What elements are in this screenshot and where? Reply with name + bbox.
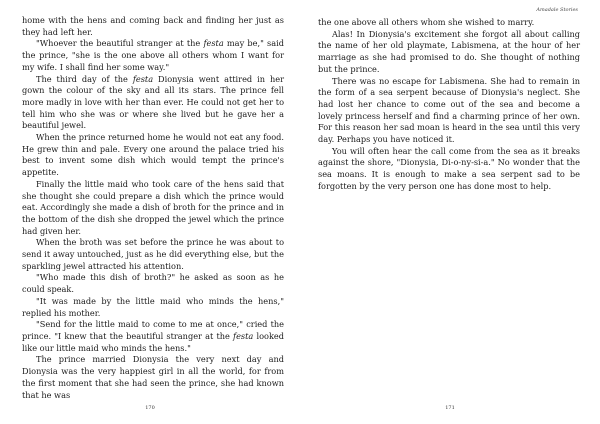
- paragraph: The prince married Dionysia the very next day and Dionysia was the very happiest girl in all the world, for from the first moment that she had seen the prince, she had known that he was: [22, 354, 284, 400]
- paragraph: "Send for the little maid to come to me at once," cried the prince. "I knew that the beautiful stranger at the festa looked like our little maid who minds the hens.": [22, 319, 284, 353]
- right-page: [300, 0, 600, 424]
- paragraph: Alas! In Dionysia's excitement she forgot all about calling the name of her old playmate, Labismena, at the hour of her marriage as she had promised to do. She thought of nothing but the prince.: [318, 28, 580, 74]
- left-page-text: [22, 15, 284, 401]
- paragraph: "Whoever the beautiful stranger at the festa may be," said the prince, "she is the one above all others whom I want for my wife. I shall find her some way.": [22, 38, 284, 72]
- paragraph: Finally the little maid who took care of the hens said that she thought she could prepare a dish which the prince would eat. Accordingly she made a dish of broth for the prince and in the bottom of the dish she dropped the jewel which the prince had given her.: [22, 178, 284, 236]
- paragraph: When the broth was set before the prince he was about to send it away untouched, just as he did everything else, but the sparkling jewel attracted his attention.: [22, 237, 284, 271]
- paragraph: When the prince returned home he would not eat any food. He grew thin and pale. Every one around the palace tried his best to invent some dish which would tempt the prince's appetite.: [22, 132, 284, 178]
- paragraph: You will often hear the call come from the sea as it breaks against the shore, "Dionysia, Di-o-ny-si-a." No wonder that the sea moans. It is enough to make a sea serpent sad to be forgotten by the very person one has done most to help.: [318, 145, 580, 191]
- paragraph: "It was made by the little maid who minds the hens," replied his mother.: [22, 295, 284, 318]
- page-number: 170: [145, 405, 155, 411]
- paragraph: the one above all others whom she wished to marry.: [318, 17, 535, 27]
- paragraph: "Who made this dish of broth?" he asked as soon as he could speak.: [22, 272, 284, 295]
- paragraph: home with the hens and coming back and finding her just as they had left her.: [22, 15, 284, 37]
- paragraph: There was no escape for Labismena. She had to remain in the form of a sea serpent because of Dionysia's neglect. She had lost her chance to come out of the sea and become a lovely princess herself and find a charming prince of her own. For this reason her sad moan is heard in the sea until this very day. Perhaps you have noticed it.: [318, 75, 580, 145]
- running-head: Amadale Stories: [536, 7, 578, 13]
- paragraph: The third day of the festa Dionysia went attired in her gown the colour of the sky and all its stars. The prince fell more madly in love with her than ever. He could not get her to tell him who she was or where she lived but he gave her a beautiful jewel.: [22, 73, 284, 131]
- page-number: 171: [445, 405, 455, 411]
- right-page-text: [318, 17, 580, 193]
